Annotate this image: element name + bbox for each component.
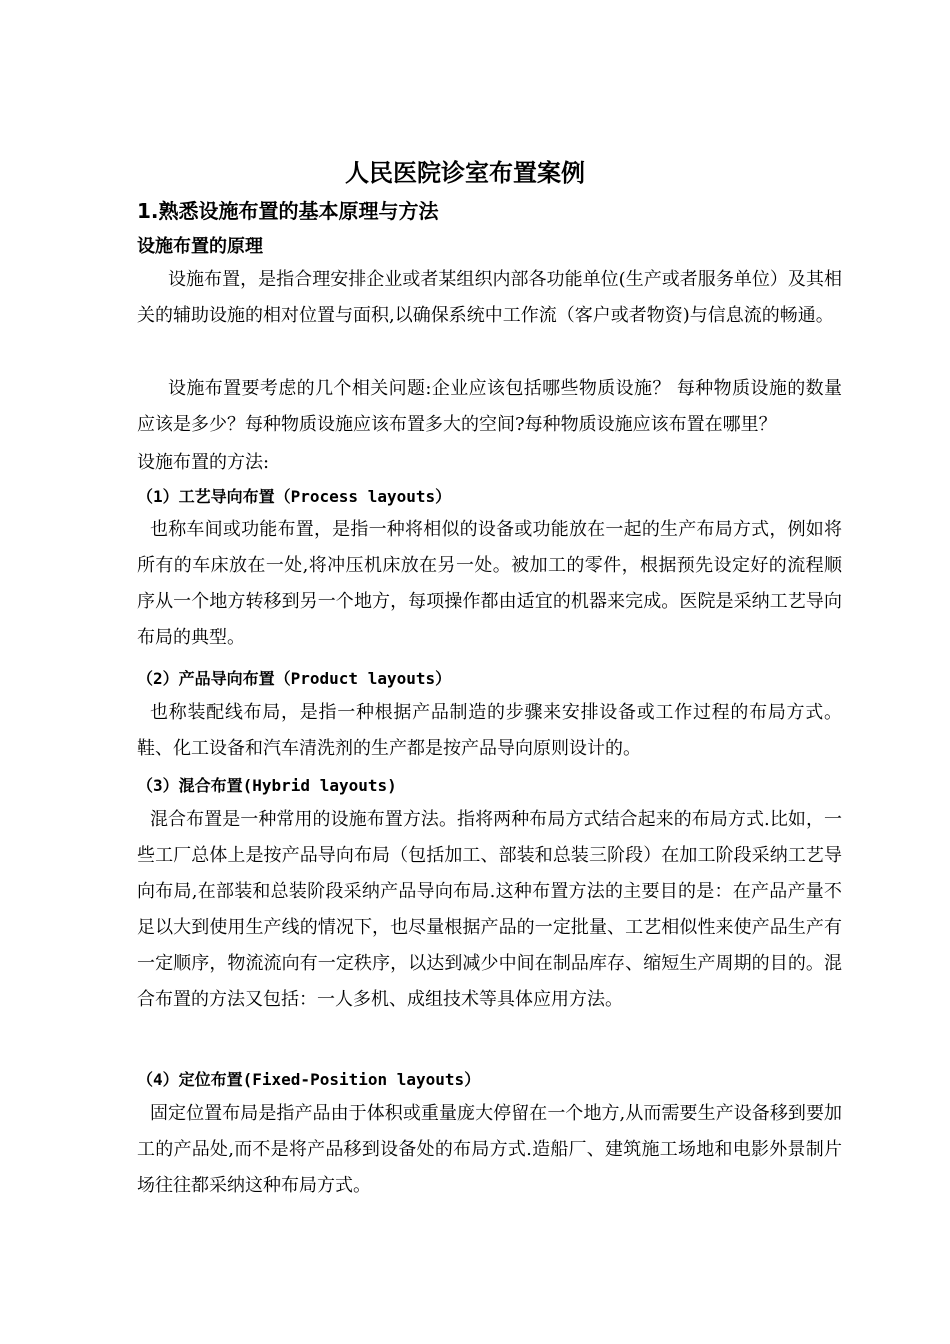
method-text-process: 也称车间或功能布置，是指一种将相似的设备或功能放在一起的生产布局方式，例如将所有的车床放在一处,将冲压机床放在另一处。被加工的零件，根据预先设定好的流程顺序从一个地方转移到另一个地方，每项操作都由适宜的机器来完成。医院是采纳工艺导向布局的典型。 [137, 519, 842, 648]
method-heading-process: （1）工艺导向布置（Process layouts） [137, 487, 452, 506]
document-title: 人民医院诊室布置案例 [345, 159, 585, 187]
principle-paragraph-2: 设施布置要考虑的几个相关问题:企业应该包括哪些物质设施？ 每种物质设施的数量应该是多少？每种物质设施应该布置多大的空间?每种物质设施应该布置在哪里？ [137, 378, 842, 435]
method-text-hybrid: 混合布置是一种常用的设施布置方法。指将两种布局方式结合起来的布局方式.比如，一些工厂总体上是按产品导向布局（包括加工、部装和总装三阶段）在加工阶段采纳工艺导向布局,在部装和总装阶段采纳产品导向布局.这种布置方法的主要目的是：在产品产量不足以大到使用生产线的情况下，也尽量根据产品的一定批量、工艺相似性来使产品生产有一定顺序，物流流向有一定秩序，以达到减少中间在制品库存、缩短生产周期的目的。混合布置的方法又包括：一人多机、成组技术等具体应用方法。 [137, 809, 842, 1010]
method-text-product: 也称装配线布局，是指一种根据产品制造的步骤来安排设备或工作过程的布局方式。鞋、化工设备和汽车清洗剂的生产都是按产品导向原则设计的。 [137, 702, 842, 759]
methods-heading: 设施布置的方法: [137, 452, 270, 473]
method-heading-fixed: （4）定位布置(Fixed-Position layouts） [137, 1070, 481, 1089]
principle-heading: 设施布置的原理 [137, 236, 263, 257]
principle-paragraph-1: 设施布置，是指合理安排企业或者某组织内部各功能单位(生产或者服务单位）及其相关的辅助设施的相对位置与面积,以确保系统中工作流（客户或者物资)与信息流的畅通。 [137, 269, 842, 326]
section-heading: 1.熟悉设施布置的基本原理与方法 [137, 199, 439, 223]
method-heading-hybrid: （3）混合布置(Hybrid layouts) [137, 776, 397, 795]
method-text-fixed: 固定位置布局是指产品由于体积或重量庞大停留在一个地方,从而需要生产设备移到要加工的产品处,而不是将产品移到设备处的布局方式.造船厂、建筑施工场地和电影外景制片场往往都采纳这种布局方式。 [137, 1103, 842, 1196]
method-heading-product: （2）产品导向布置（Product layouts） [137, 669, 452, 688]
